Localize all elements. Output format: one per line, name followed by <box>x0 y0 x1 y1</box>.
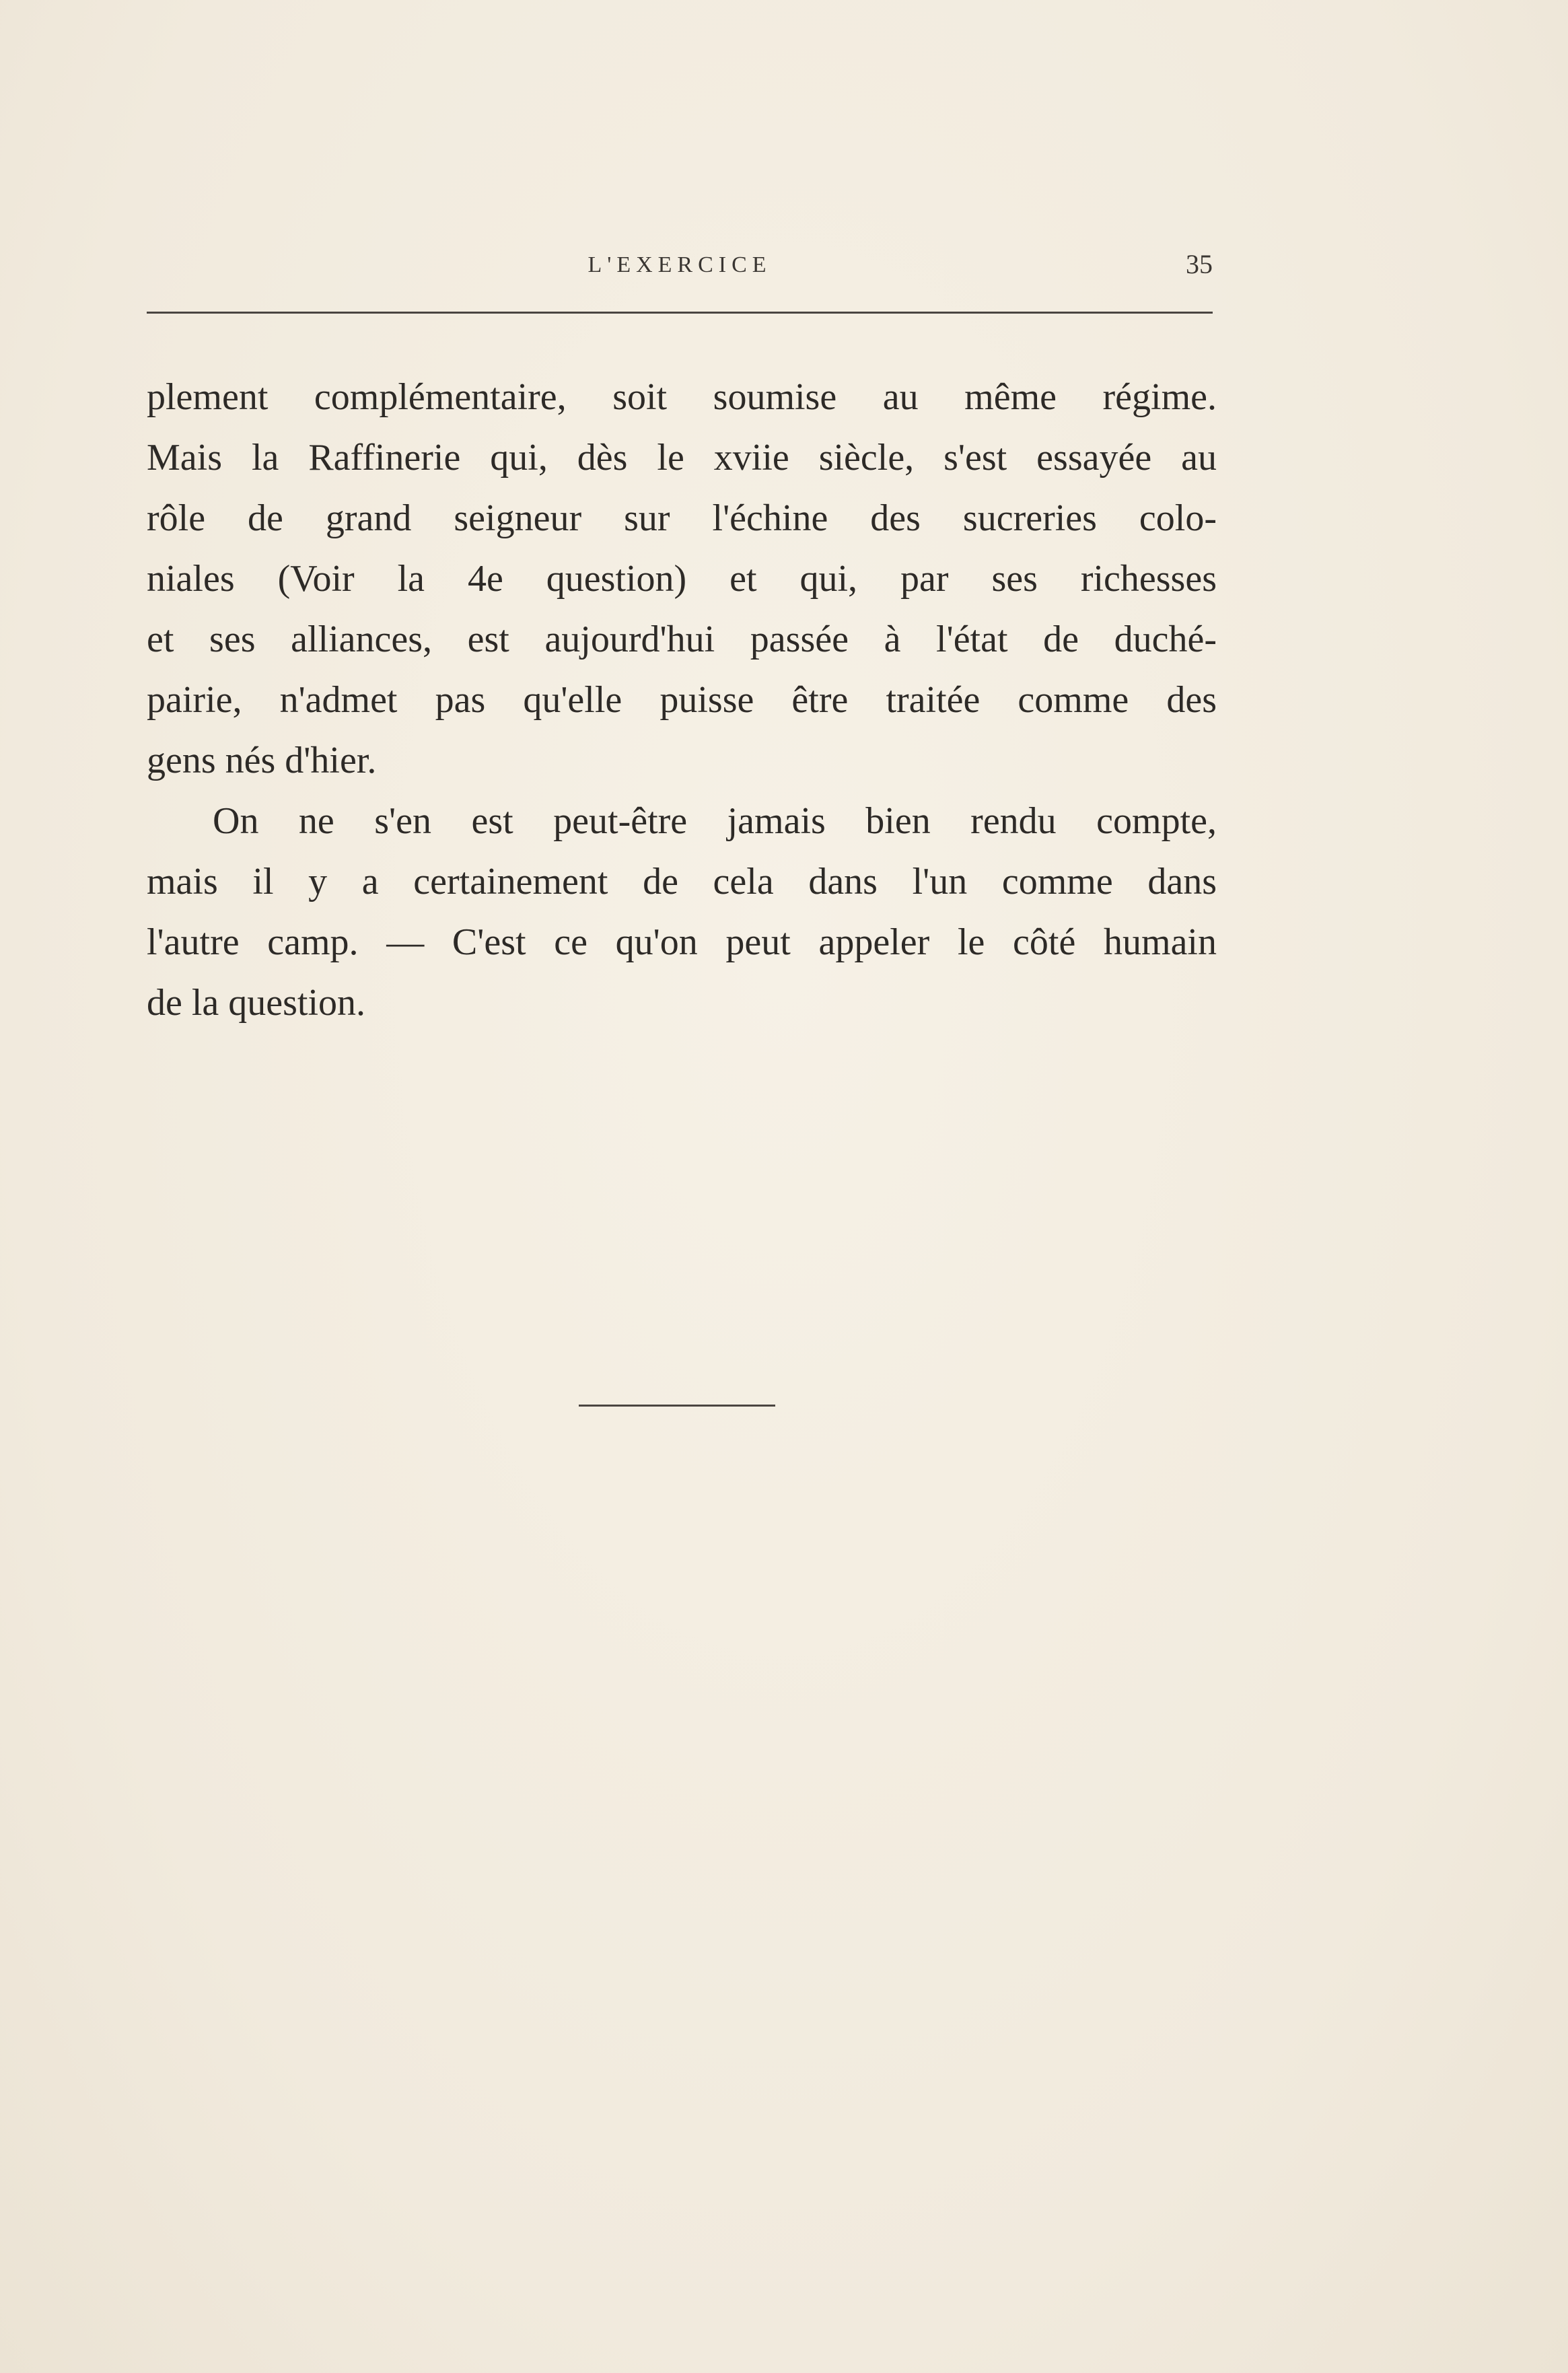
running-title: L'EXERCICE <box>587 252 772 277</box>
text-line: de la question. <box>147 982 366 1024</box>
page-number: 35 <box>1186 249 1213 279</box>
text-line: rôle de grand seigneur sur l'échine des sucreries colo- <box>147 497 1217 539</box>
text-line: mais il y a certainement de cela dans l'un comme dans <box>147 861 1217 902</box>
end-rule <box>579 1405 775 1407</box>
text-line: niales (Voir la 4e question) et qui, par ses richesses <box>147 558 1217 600</box>
text-line: plement complémentaire, soit soumise au même régime. <box>147 376 1217 418</box>
text-line: l'autre camp. — C'est ce qu'on peut appeler le côté humain <box>147 921 1217 963</box>
text-line: pairie, n'admet pas qu'elle puisse être traitée comme des <box>147 679 1217 721</box>
header-rule <box>147 312 1213 314</box>
text-line: gens nés d'hier. <box>147 740 377 781</box>
running-head <box>147 239 1213 293</box>
body-text <box>147 367 1217 1033</box>
text-line: et ses alliances, est aujourd'hui passée à l'état de duché- <box>147 618 1217 660</box>
text-line: Mais la Raffinerie qui, dès le xviie siècle, s'est essayée au <box>147 437 1217 479</box>
text-line: On ne s'en est peut-être jamais bien rendu compte, <box>213 800 1217 842</box>
